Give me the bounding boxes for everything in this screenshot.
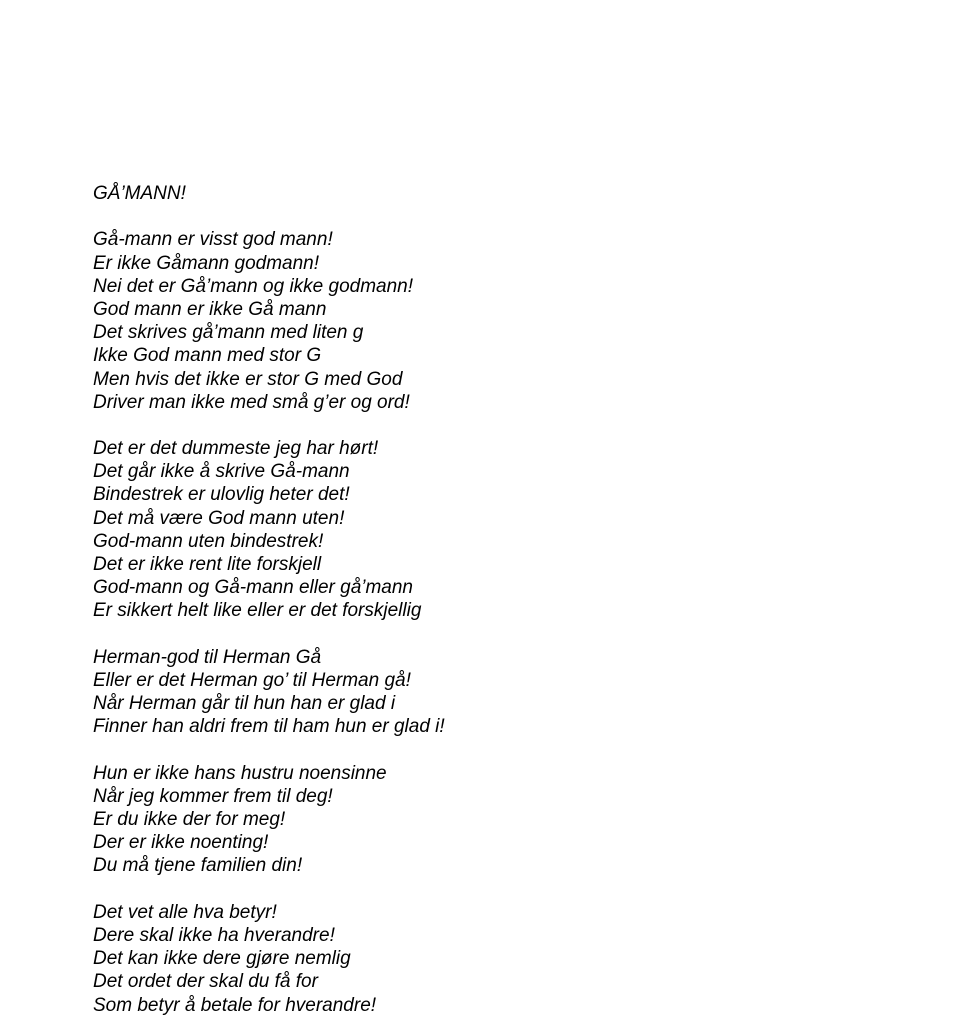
poem-line: Er ikke Gåmann godmann! [93, 252, 320, 274]
poem-line: Herman-god til Herman Gå [93, 646, 322, 668]
poem-line: Det vet alle hva betyr! [93, 901, 277, 923]
poem-line: Det må være God mann uten! [93, 507, 345, 529]
poem-line: Finner han aldri frem til ham hun er glad i! [93, 716, 445, 738]
poem-line: God mann er ikke Gå mann [93, 298, 327, 320]
poem-line: Du må tjene familien din! [93, 855, 303, 877]
poem-line: Er du ikke der for meg! [93, 809, 286, 831]
poem-line: Når Herman går til hun han er glad i [93, 693, 396, 715]
stanza-2 [93, 437, 893, 623]
poem-line: Som betyr å betale for hverandre! [93, 994, 377, 1016]
poem-line: God-mann uten bindestrek! [93, 530, 324, 552]
poem-line: Er sikkert helt like eller er det forskjellig [93, 600, 422, 622]
poem-line: Det er det dummeste jeg har hørt! [93, 438, 379, 460]
poem-line: Det er ikke rent lite forskjell [93, 554, 322, 575]
poem-line: Bindestrek er ulovlig heter det! [93, 484, 350, 506]
poem-line: Hun er ikke hans hustru noensinne [93, 762, 387, 784]
poem-title: GÅ’MANN! [93, 183, 186, 204]
poem-line: Det ordet der skal du få for [93, 971, 318, 993]
poem-line: Driver man ikke med små g’er og ord! [93, 391, 410, 413]
stanza-1 [93, 228, 893, 414]
poem-line: God-mann og Gå-mann eller gå’mann [93, 577, 414, 599]
stanza-4 [93, 762, 893, 878]
poem-line: Men hvis det ikke er stor G med God [93, 368, 403, 390]
poem-line: Der er ikke noenting! [93, 832, 269, 854]
poem-line: Gå-mann er visst god mann! [93, 229, 333, 251]
poem-line: Når jeg kommer frem til deg! [93, 785, 333, 807]
stanza-5 [93, 901, 893, 1017]
poem-line: Ikke God mann med stor G [93, 345, 322, 367]
stanza-3 [93, 646, 893, 739]
poem-line: Det kan ikke dere gjøre nemlig [93, 948, 351, 970]
poem-line: Det går ikke å skrive Gå-mann [93, 461, 350, 483]
poem [93, 182, 893, 1017]
poem-line: Dere skal ikke ha hverandre! [93, 925, 335, 946]
poem-line: Nei det er Gå’mann og ikke godmann! [93, 275, 414, 297]
poem-line: Eller er det Herman go’ til Herman gå! [93, 669, 411, 691]
poem-line: Det skrives gå’mann med liten g [93, 322, 364, 344]
